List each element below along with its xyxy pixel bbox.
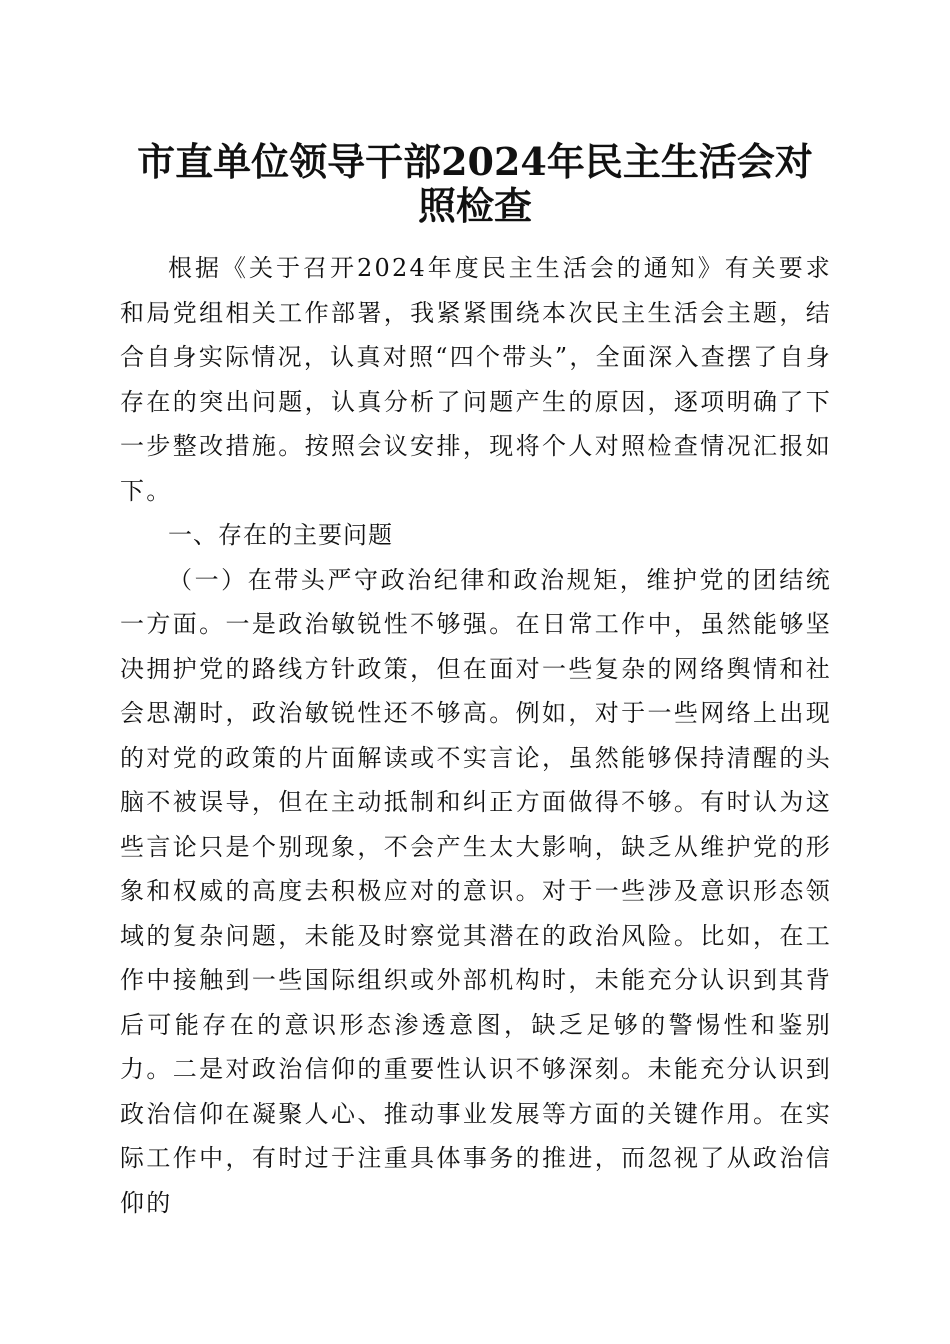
section1-paragraph: （一）在带头严守政治纪律和政治规矩，维护党的团结统一方面。一是政治敏锐性不够强。在日常工作中，虽然能够坚决拥护党的路线方针政策，但在面对一些复杂的网络舆情和社会思潮时，政治敏锐性还不够高。例如，对于一些网络上出现的对党的政策的片面解读或不实言论，虽然能够保持清醒的头脑不被误导，但在主动抵制和纠正方面做得不够。有时认为这些言论只是个别现象，不会产生太大影响，缺乏从维护党的形象和权威的高度去积极应对的意识。对于一些涉及意识形态领域的复杂问题，未能及时察觉其潜在的政治风险。比如，在工作中接触到一些国际组织或外部机构时，未能充分认识到其背后可能存在的意识形态渗透意图，缺乏足够的警惕性和鉴别力。二是对政治信仰的重要性认识不够深刻。未能充分认识到政治信仰在凝聚人心、推动事业发展等方面的关键作用。在实际工作中，有时过于注重具体事务的推进，而忽视了从政治信仰的: [120, 565, 832, 1217]
section-heading-main-problems: 一、存在的主要问题: [168, 521, 393, 549]
intro-paragraph: 根据《关于召开2024年度民主生活会的通知》有关要求和局党组相关工作部署，我紧紧围绕本次民主生活会主题，结合自身实际情况，认真对照“四个带头”，全面深入查摆了自身存在的突出问题，认真分析了问题产生的原因，逐项明确了下一步整改措施。按照会议安排，现将个人对照检查情况汇报如下。: [120, 254, 832, 505]
document-body: [120, 246, 832, 1225]
document-title: 市直单位领导干部2024年民主生活会对照检查: [137, 139, 813, 228]
